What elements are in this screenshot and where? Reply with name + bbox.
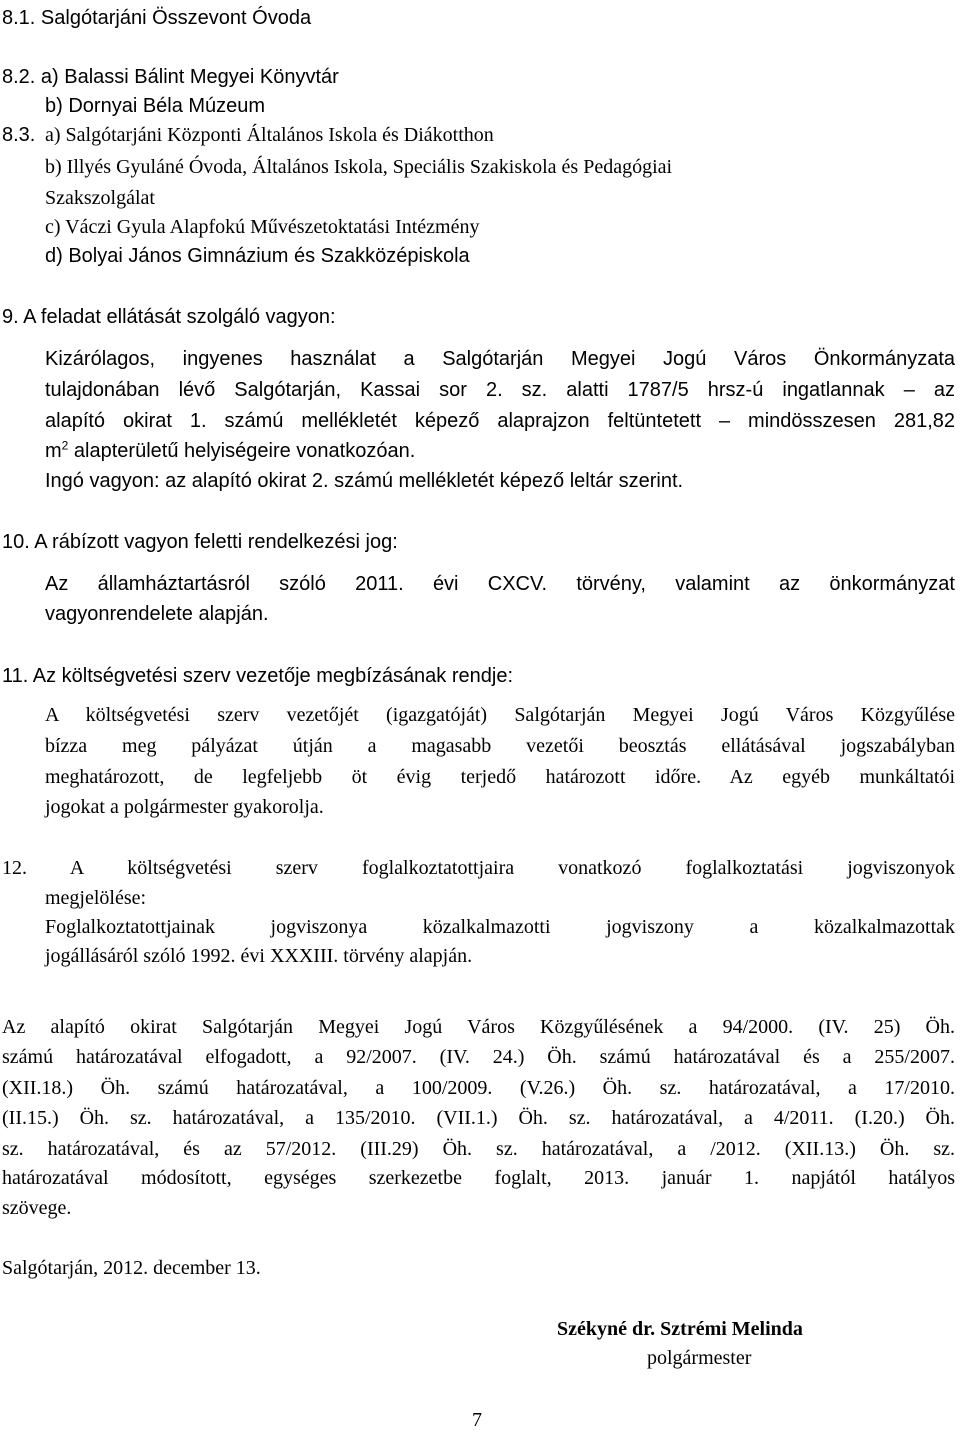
area-unit-exponent: 2 [61,438,69,453]
list-item-8-3-prefix: 8.3. [2,124,36,146]
section-9-heading: 9. A feladat ellátását szolgáló vagyon: [2,306,336,328]
section-9-line-4-rest: alapterületű helyiségeire vonatkozóan. [68,440,416,462]
section-9-line-1: Kizárólagos, ingyenes használat a Salgótarján Megyei Jogú Város Önkormányzata [45,348,955,370]
section-12-line-1: 12. A költségvetési szerv foglalkoztatottjaira vonatkozó foglalkoztatási jogviszonyok [2,857,955,879]
date-line: Salgótarján, 2012. december 13. [2,1257,261,1279]
list-item-8-3d: d) Bolyai János Gimnázium és Szakközépiskola [45,245,470,267]
section-10-line-2: vagyonrendelete alapján. [45,603,269,625]
section-10-heading: 10. A rábízott vagyon feletti rendelkezési jog: [2,531,398,553]
section-9-line-5: Ingó vagyon: az alapító okirat 2. számú mellékletét képező leltár szerint. [45,470,684,492]
list-item-8-1: 8.1. Salgótarjáni Összevont Óvoda [2,7,312,29]
signature-name: Székyné dr. Sztrémi Melinda [557,1318,803,1340]
closing-line-2: számú határozatával elfogadott, a 92/2007. (IV. 24.) Öh. számú határozatával és a 255/2007. [2,1046,955,1068]
list-item-8-3c: c) Váczi Gyula Alapfokú Művészetoktatási Intézmény [45,216,480,238]
section-11-line-4: jogokat a polgármester gyakorolja. [45,796,324,818]
list-item-8-3b-line1: b) Illyés Gyuláné Óvoda, Általános Iskola, Speciális Szakiskola és Pedagógiai [45,156,673,178]
list-item-8-3b-line2: Szakszolgálat [45,187,155,209]
section-11-heading: 11. Az költségvetési szerv vezetője megbízásának rendje: [2,665,514,687]
section-12-line-2: megjelölése: [45,887,147,909]
section-12-line-3: Foglalkoztatottjainak jogviszonya közalkalmazotti jogviszony a közalkalmazottak [45,916,955,938]
section-11-line-1: A költségvetési szerv vezetőjét (igazgatóját) Salgótarján Megyei Jogú Város Közgyűlése [45,704,955,726]
closing-line-3: (XII.18.) Öh. számú határozatával, a 100/2009. (V.26.) Öh. sz. határozatával, a 17/2010. [2,1077,955,1099]
section-9-line-3: alapító okirat 1. számú mellékletét képező alaprajzon feltüntetett – mindösszesen 281,82 [45,410,955,432]
section-10-line-1: Az államháztartásról szóló 2011. évi CXCV. törvény, valamint az önkormányzat [45,573,955,595]
closing-line-1: Az alapító okirat Salgótarján Megyei Jogú Város Közgyűlésének a 94/2000. (IV. 25) Öh. [2,1016,955,1038]
section-9-line-4 [45,436,415,466]
section-11-line-2: bízza meg pályázat útján a magasabb vezetői beosztás ellátásával jogszabályban [45,735,955,757]
page-number: 7 [472,1409,482,1431]
area-unit-m: m [45,440,62,462]
section-9-line-2: tulajdonában lévő Salgótarján, Kassai sor 2. sz. alatti 1787/5 hrsz-ú ingatlannak – az [45,379,955,401]
list-item-8-2b: b) Dornyai Béla Múzeum [45,95,266,117]
closing-line-6: határozatával módosított, egységes szerkezetbe foglalt, 2013. január 1. napjától hatályos [2,1167,955,1189]
section-11-line-3: meghatározott, de legfeljebb öt évig terjedő határozott időre. Az egyéb munkáltatói [45,766,955,788]
section-12-line-4: jogállásáról szóló 1992. évi XXXIII. törvény alapján. [45,945,473,967]
list-item-8-3a: a) Salgótarjáni Központi Általános Iskola és Diákotthon [45,124,494,146]
closing-line-4: (II.15.) Öh. sz. határozatával, a 135/2010. (VII.1.) Öh. sz. határozatával, a 4/2011. (I.20.) Öh. [2,1107,955,1129]
closing-line-5: sz. határozatával, és az 57/2012. (III.29) Öh. sz. határozatával, a /2012. (XII.13.) Öh. sz. [2,1138,955,1160]
signature-title: polgármester [647,1347,752,1369]
closing-line-7: szövege. [2,1197,72,1219]
list-item-8-2a: 8.2. a) Balassi Bálint Megyei Könyvtár [2,66,339,88]
